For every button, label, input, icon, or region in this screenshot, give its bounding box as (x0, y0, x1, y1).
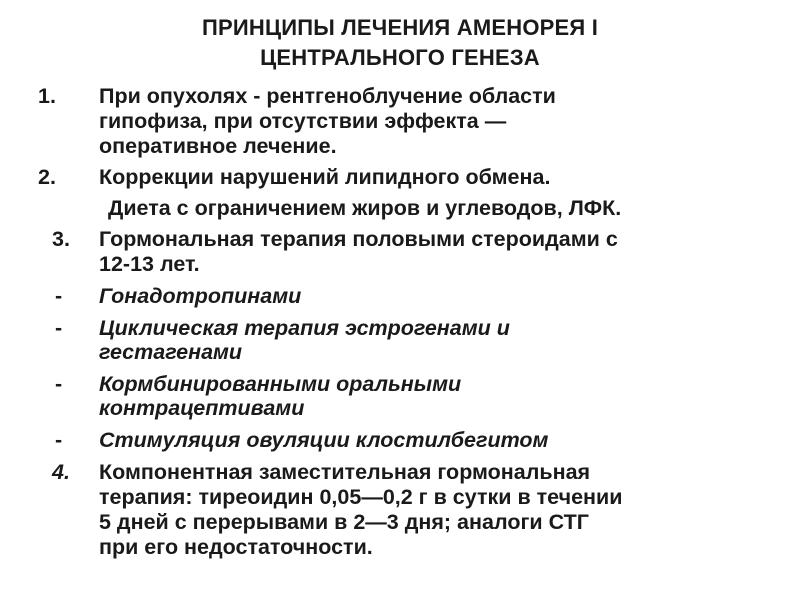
subitem-3-marker: - (55, 372, 63, 396)
item-4-line-4: при его недостаточности. (99, 535, 373, 559)
subitem-4-marker: - (55, 428, 63, 452)
item-4-line-3: 5 дней с перерывами в 2—3 дня; аналоги СТГ (99, 510, 589, 534)
subitem-2-line-1: Циклическая терапия эстрогенами и (99, 316, 510, 340)
subitem-3-line-1: Кормбинированными оральными (99, 372, 462, 396)
subitem-2-line-2: гестагенами (99, 340, 243, 364)
item-1-line-3: оперативное лечение. (99, 134, 337, 158)
item-2-marker: 2. (38, 165, 56, 189)
subitem-1-marker: - (55, 284, 63, 308)
item-1-line-2: гипофиза, при отсутствии эффекта — (99, 109, 507, 133)
item-3-marker: 3. (52, 227, 70, 251)
item-3-line-1: Гормональная терапия половыми стероидами с (99, 227, 618, 251)
item-2-line-1: Коррекции нарушений липидного обмена. (99, 165, 551, 189)
subitem-1-line-1: Гонадотропинами (99, 284, 302, 308)
subitem-2-marker: - (55, 316, 63, 340)
item-2-line-2: Диета с ограничением жиров и углеводов, ЛФК. (108, 196, 622, 220)
title-line-1: ПРИНЦИПЫ ЛЕЧЕНИЯ АМЕНОРЕЯ I (201, 15, 599, 40)
subitem-4-line-1: Стимуляция овуляции клостилбегитом (99, 428, 549, 452)
title-line-2: ЦЕНТРАЛЬНОГО ГЕНЕЗА (260, 45, 540, 70)
item-4-line-2: терапия: тиреоидин 0,05—0,2 г в сутки в течении (99, 485, 623, 509)
item-3-line-2: 12-13 лет. (99, 252, 200, 276)
item-4-marker: 4. (52, 460, 70, 484)
item-4-line-1: Компонентная заместительная гормональная (99, 460, 591, 484)
subitem-3-line-2: контрацептивами (99, 396, 305, 420)
item-1-marker: 1. (38, 84, 56, 108)
item-1-line-1: При опухолях - рентгеноблучение области (99, 84, 556, 108)
